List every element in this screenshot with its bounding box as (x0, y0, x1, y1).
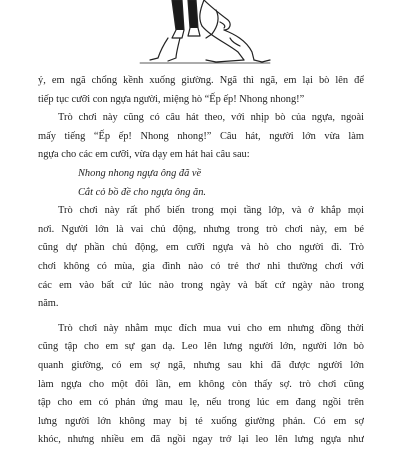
text-line: cũng dự phần chủ động, em cưỡi ngựa và hò cho người đi. Trò (38, 242, 364, 254)
verse-line: Nhong nhong ngựa ông đã về (78, 167, 202, 179)
text-line: tập cho em có phản ứng mau lẹ, nếu trong lúc em đang ngồi trên (38, 397, 364, 409)
text-line: khóc, nhưng nhiều em đã ngồi ngay trở lại leo lên lưng ngựa như (38, 434, 364, 446)
paragraph-first-line: Trò chơi này rất phổ biến trong mọi tầng lớp, và ở khắp mọi (58, 205, 364, 217)
text-line: tiếp tục cưỡi con ngựa người, miệng hò “Ếp ếp! Nhong nhong!” (38, 93, 305, 105)
text-line: năm. (38, 298, 59, 310)
page-text (38, 72, 364, 450)
text-line: nơi. Người lớn là vai chủ động, nhưng trong trò chơi này, em bé (38, 223, 364, 235)
text-line: làm ngựa cho một đôi lần, em không còn thấy sợ. trò chơi cũng (38, 378, 364, 390)
text-line: ý, em ngã chổng kềnh xuống giường. Ngã thì ngã, em lại bò lên để (38, 75, 364, 86)
text-line: mấy tiếng “Ếp ếp! Nhong nhong!” Câu hát, người lớn vừa làm (38, 130, 364, 142)
illustration-person-on-knees (120, 0, 280, 66)
paragraph-first-line: Trò chơi này cũng có câu hát theo, với nhịp bò của ngựa, ngoài (58, 112, 364, 124)
paragraph-first-line: Trò chơi này nhằm mục đích mua vui cho em nhưng đồng thời (58, 322, 364, 334)
text-line: các em vào bất cứ lúc nào trong ngày và bất cứ ngày nào trong (38, 279, 364, 291)
text-line: quanh giường, có em sợ ngã, nhưng sau khi đã được người lớn (38, 359, 364, 371)
text-line: ngựa cho các em cưỡi, vừa dạy em hát hai câu sau: (38, 149, 250, 161)
text-line: lưng người lớn không may bị té xuống giường phản. Có em sợ (38, 415, 364, 427)
text-line: cũng tập cho em sự gan dạ. Leo lên lưng người lớn, người lớn bò (38, 341, 364, 353)
verse-line: Cắt cỏ bồ đề cho ngựa ông ăn. (78, 186, 207, 198)
text-line: chơi không có mùa, gia đình nào có trẻ thơ nhi thường chơi với (38, 260, 364, 272)
